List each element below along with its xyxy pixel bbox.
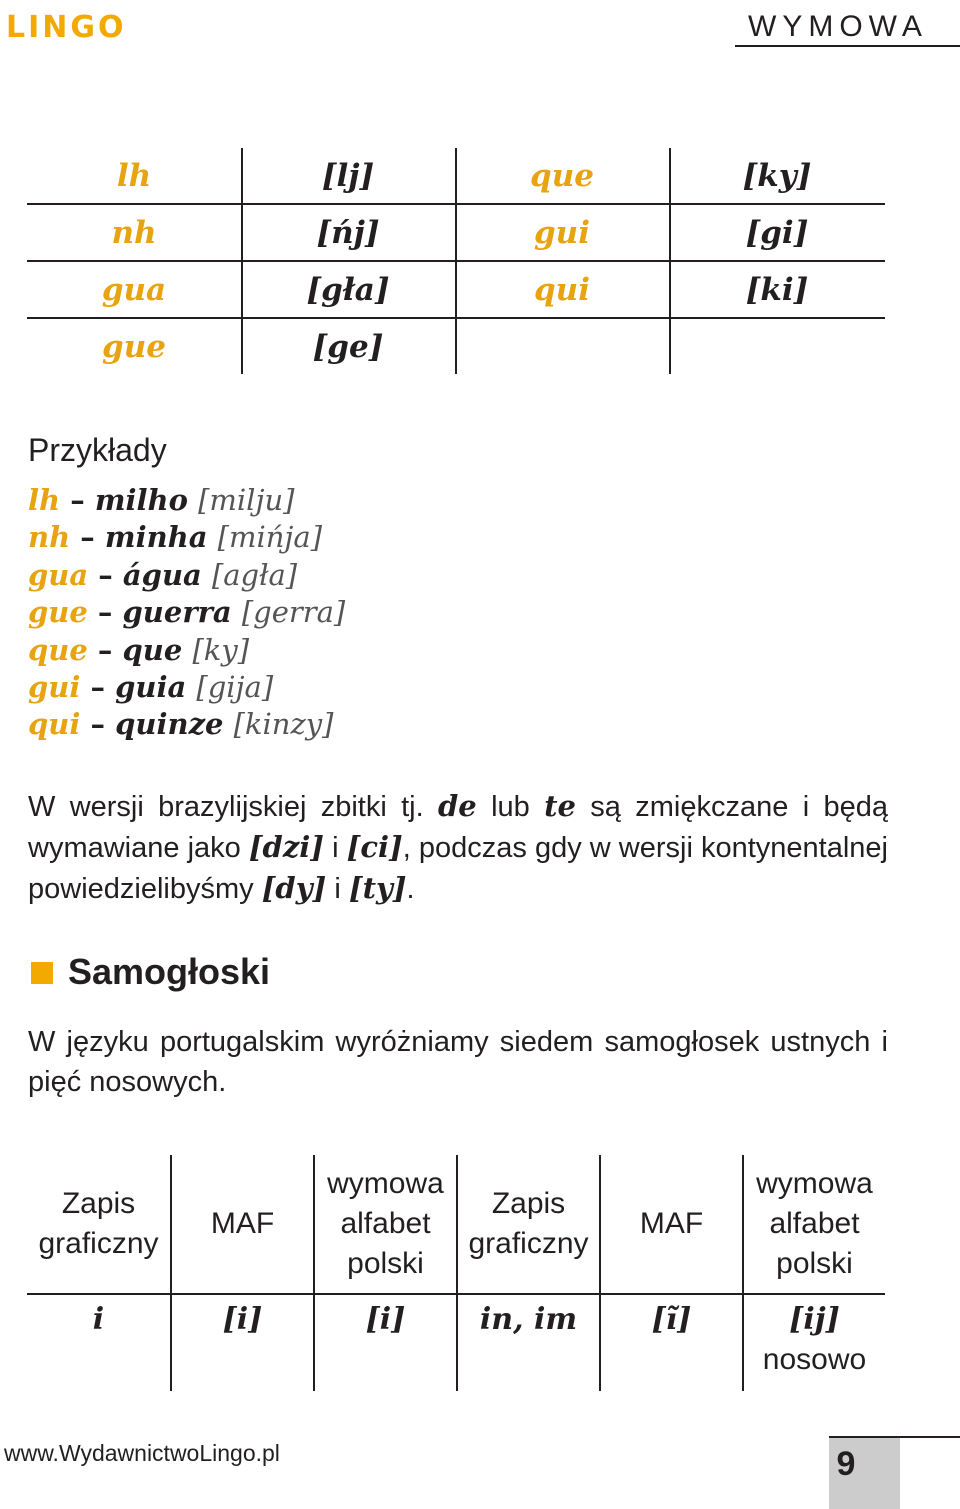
publisher-url[interactable]: www.WydawnictwoLingo.pl bbox=[4, 1440, 280, 1466]
example-word: guerra bbox=[122, 595, 232, 629]
example-grapheme: gui bbox=[28, 670, 81, 704]
lingo-logo: LINGO bbox=[6, 10, 127, 45]
example-pronunciation: [kinzy] bbox=[233, 707, 334, 741]
example-row bbox=[28, 594, 345, 631]
vowel-polish-pronunciation bbox=[744, 1300, 885, 1380]
paragraph-text: lub bbox=[476, 791, 545, 823]
pronunciation-cell: [ge] bbox=[312, 329, 384, 365]
paragraph-text: i bbox=[324, 832, 347, 864]
example-word: que bbox=[122, 633, 183, 667]
vowel-maf: [ĩ] bbox=[651, 1302, 692, 1337]
example-grapheme: lh bbox=[28, 483, 61, 517]
pronunciation-cell: [gi] bbox=[745, 215, 809, 251]
nasal-note: nosowo bbox=[762, 1343, 867, 1376]
example-dash: – bbox=[97, 633, 113, 667]
example-grapheme: nh bbox=[28, 520, 71, 554]
vowel-polish-pronunciation: [i] bbox=[365, 1302, 406, 1337]
example-row bbox=[28, 632, 249, 669]
paragraph-text: są zmiękczane i będą wymawiane jako bbox=[28, 791, 888, 864]
examples-title: Przykłady bbox=[28, 432, 167, 468]
example-row bbox=[28, 669, 273, 706]
section-heading: Samogłoski bbox=[68, 951, 271, 992]
paragraph-term: de bbox=[438, 789, 477, 823]
paragraph-text: W wersji brazylijskiej zbitki tj. bbox=[28, 791, 439, 823]
table-rule bbox=[27, 1293, 885, 1295]
column-header: wymowa alfabet polski bbox=[327, 1167, 444, 1280]
example-word: minha bbox=[104, 520, 208, 554]
pronunciation-cell: [lj] bbox=[321, 158, 375, 194]
example-word: milho bbox=[94, 483, 188, 517]
vowel-maf: [i] bbox=[222, 1302, 263, 1337]
example-word: guia bbox=[115, 670, 187, 704]
paragraph-text: , podczas gdy w wersji kontynentalnej powiedzielibyśmy bbox=[28, 832, 888, 905]
example-grapheme: que bbox=[28, 633, 88, 667]
example-pronunciation: [ky] bbox=[192, 633, 250, 667]
grapheme-cell: gua bbox=[101, 272, 167, 308]
pronunciation-cell: [gła] bbox=[306, 272, 390, 308]
example-pronunciation: [gija] bbox=[196, 670, 274, 704]
example-pronunciation: [milju] bbox=[198, 483, 295, 517]
paragraph-term: [dy] bbox=[261, 871, 327, 905]
vowel-grapheme: in, im bbox=[479, 1302, 578, 1337]
paragraph-text: . bbox=[406, 873, 415, 905]
nasal-pronunciation: [ij] bbox=[789, 1302, 840, 1337]
column-header: MAF bbox=[210, 1207, 275, 1240]
example-dash: – bbox=[80, 520, 95, 554]
example-row bbox=[28, 519, 322, 556]
example-pronunciation: [mińja] bbox=[217, 520, 323, 554]
pronunciation-cell bbox=[669, 319, 885, 375]
column-header: Zapis graficzny bbox=[468, 1187, 589, 1260]
paragraph-term: [ci] bbox=[346, 830, 403, 864]
footer-rule bbox=[829, 1436, 960, 1438]
header-rule bbox=[735, 45, 960, 47]
example-grapheme: qui bbox=[28, 707, 81, 741]
example-dash: – bbox=[70, 483, 85, 517]
brazilian-variant-paragraph bbox=[28, 786, 888, 909]
example-pronunciation: [gerra] bbox=[241, 595, 346, 629]
example-dash: – bbox=[90, 670, 105, 704]
paragraph-text: i bbox=[326, 873, 349, 905]
grapheme-cell: gui bbox=[534, 215, 590, 251]
grapheme-cell: qui bbox=[534, 272, 590, 308]
column-header: MAF bbox=[639, 1207, 704, 1240]
vowel-table bbox=[27, 1155, 885, 1391]
example-row bbox=[28, 706, 333, 743]
example-row bbox=[28, 482, 294, 519]
vowels-paragraph: W języku portugalskim wyróżniamy siedem samogłosek ustnych i pięć nosowych. bbox=[28, 1026, 888, 1098]
example-pronunciation: [agła] bbox=[211, 558, 298, 592]
pronunciation-cell: [ki] bbox=[745, 272, 809, 308]
vowel-grapheme: i bbox=[92, 1302, 105, 1337]
paragraph-term: [dzi] bbox=[248, 830, 325, 864]
column-header: wymowa alfabet polski bbox=[756, 1167, 873, 1280]
digraph-table bbox=[27, 148, 885, 374]
section-title: WYMOWA bbox=[748, 10, 928, 43]
page-number: 9 bbox=[836, 1445, 856, 1483]
example-word: quinze bbox=[115, 707, 224, 741]
example-dash: – bbox=[97, 595, 113, 629]
grapheme-cell: nh bbox=[111, 215, 157, 251]
example-grapheme: gua bbox=[28, 558, 89, 592]
paragraph-term: te bbox=[544, 789, 576, 823]
example-grapheme: gue bbox=[28, 595, 88, 629]
section-bullet-icon bbox=[31, 962, 53, 984]
pronunciation-cell: [ky] bbox=[742, 158, 812, 194]
paragraph-term: [ty] bbox=[348, 871, 407, 905]
example-dash: – bbox=[98, 558, 113, 592]
grapheme-cell: gue bbox=[102, 329, 166, 365]
example-word: água bbox=[122, 558, 202, 592]
grapheme-cell: lh bbox=[116, 158, 152, 194]
grapheme-cell bbox=[455, 319, 669, 375]
column-header: Zapis graficzny bbox=[38, 1187, 159, 1260]
pronunciation-cell: [ńj] bbox=[316, 215, 380, 251]
example-row bbox=[28, 557, 297, 594]
grapheme-cell: que bbox=[530, 158, 594, 194]
example-dash: – bbox=[90, 707, 105, 741]
